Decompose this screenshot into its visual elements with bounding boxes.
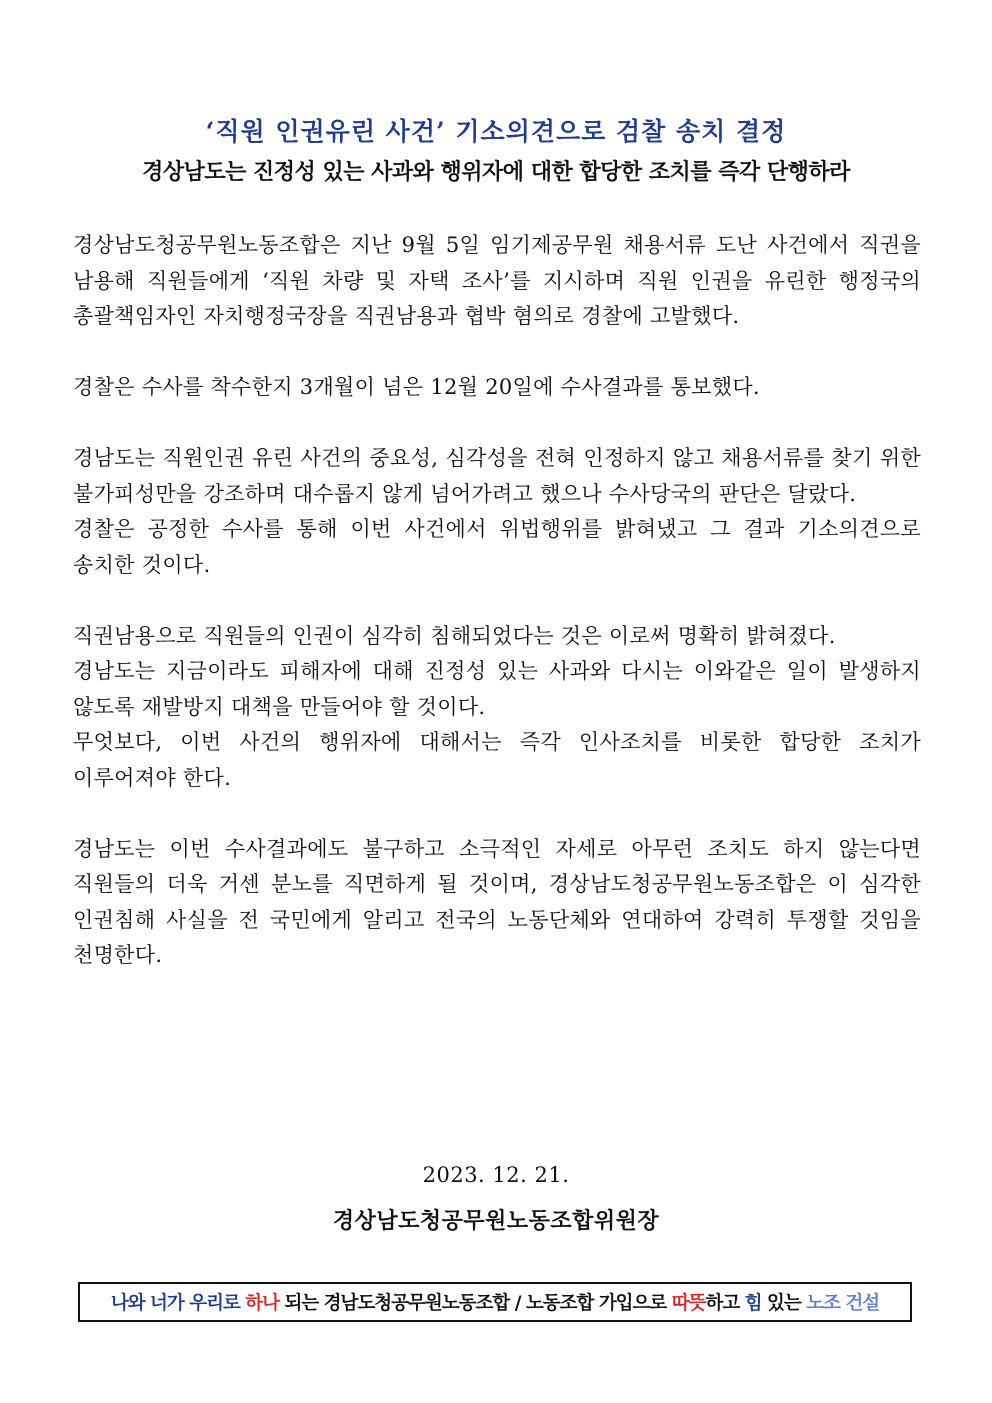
paragraph-personnel-action: 무엇보다, 이번 사건의 행위자에 대해서는 즉각 인사조치를 비롯한 합당한 조치가 이루어져야 한다. — [73, 730, 921, 790]
banner-segment: 노조 건설 — [806, 1293, 880, 1314]
slogan-banner — [78, 1282, 912, 1322]
banner-segment: 하나 — [245, 1293, 280, 1314]
document-date: 2023. 12. 21. — [422, 1163, 570, 1187]
banner-segment: 있는 — [761, 1293, 807, 1314]
paragraph-province-stance: 경남도는 직원인권 유린 사건의 중요성, 심각성을 전혀 인정하지 않고 채용서류를 찾기 위한 불가피성만을 강조하며 대수롭지 않게 넘어가려고 했으나 수사당국의 판단은 달랐다. — [73, 446, 921, 506]
banner-segment: 따뜻 — [671, 1293, 706, 1314]
paragraph-complaint: 경상남도청공무원노동조합은 지난 9월 5일 임기제공무원 채용서류 도난 사건에서 직권을 남용해 직원들에게 ‘직원 차량 및 자택 조사’를 지시하며 직원 인권을 유린한 행정국의 총괄책임자인 자치행정국장을 직권남용과 협박 혐의로 경찰에 고발했다. — [73, 233, 921, 328]
banner-segment: 힘 — [744, 1293, 762, 1314]
document-title: ‘직원 인권유린 사건’ 기소의견으로 검찰 송치 결정 — [205, 117, 787, 146]
paragraph-rights-violation: 직권남용으로 직원들의 인권이 심각히 침해되었다는 것은 이로써 명확히 밝혀졌다. — [73, 623, 836, 648]
paragraph-declaration: 경남도는 이번 수사결과에도 불구하고 소극적인 자세로 아무런 조치도 하지 않는다면 직원들의 더욱 거센 분노를 직면하게 될 것이며, 경상남도청공무원노동조합은 이 심각한 인권침해 사실을 전 국민에게 알리고 전국의 노동단체와 연대하여 강력히 투쟁할 것임을 천명한다. — [73, 836, 921, 967]
paragraph-police-finding: 경찰은 공정한 수사를 통해 이번 사건에서 위법행위를 밝혀냈고 그 결과 기소의견으로 송치한 것이다. — [73, 517, 921, 577]
document-subtitle: 경상남도는 진정성 있는 사과와 행위자에 대한 합당한 조치를 즉각 단행하라 — [142, 160, 850, 185]
document-signer: 경상남도청공무원노동조합위원장 — [332, 1208, 660, 1234]
document-body — [73, 228, 921, 974]
banner-segment: 하고 — [705, 1293, 745, 1314]
paragraph-apology-demand: 경남도는 지금이라도 피해자에 대해 진정성 있는 사과와 다시는 이와같은 일이 발생하지 않도록 재발방지 대책을 만들어야 할 것이다. — [73, 659, 921, 719]
banner-segment: 되는 경남도청공무원노동조합 / 노동조합 가입으로 — [279, 1293, 672, 1314]
banner-segment: 나와 너가 우리로 — [110, 1293, 246, 1314]
paragraph-police-notice: 경찰은 수사를 착수한지 3개월이 넘은 12월 20일에 수사결과를 통보했다. — [73, 375, 760, 399]
